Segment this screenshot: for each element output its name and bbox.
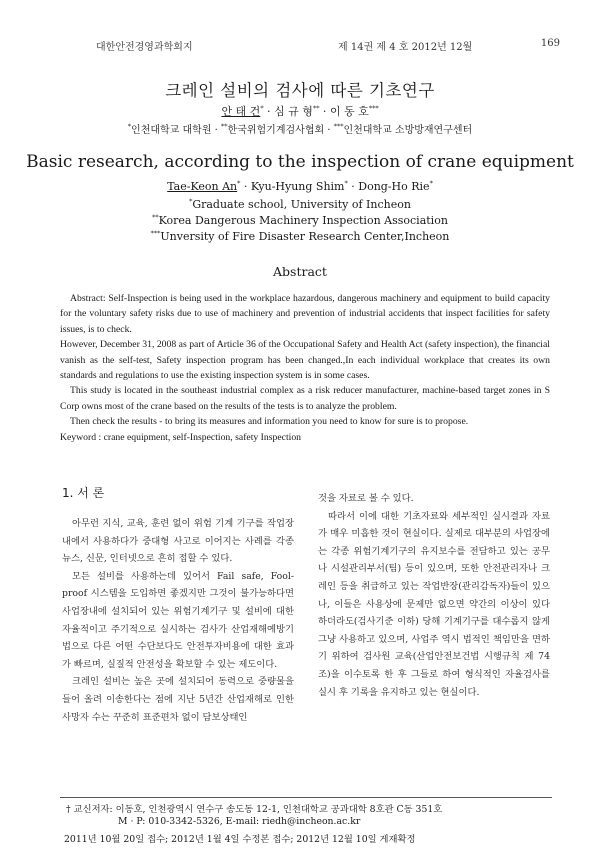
author-1-mark: * xyxy=(260,104,264,113)
body-paragraph-1: 아무런 지식, 교육, 훈련 없이 위험 기계 기구를 작업장 내에서 사용하다가 중대형 사고로 이어지는 사례를 각종 뉴스, 신문, 인터넷으로 흔히 접할 수 있다. xyxy=(62,518,294,565)
author-1-mark: * xyxy=(237,179,241,188)
abstract-heading: Abstract xyxy=(273,264,327,279)
author-2-mark: ** xyxy=(312,104,320,113)
journal-name: 대한안전경영과학회지 xyxy=(96,42,193,53)
body-paragraph-2: 모든 설비를 사용하는데 있어서 Fail safe, Fool-proof 시스템을 도입하면 좋겠지만 그것이 불가능하다면 사업장내에 설치되어 있는 위험기계기구 및 설비에 대한 자율적이고 주기적으로 실시하는 검사가 산업재해예방기법으로 다른 어떤 수단보다도 안전투자비용에 대한 효과가 빠르며, 실질적 안전성을 확보할 수 있는 제도이다. xyxy=(62,570,294,670)
abstract-body xyxy=(60,291,550,445)
abstract-paragraph-4: Then check the results - to bring its measures and information you need to know for sure is to propose. xyxy=(70,416,469,428)
english-author-3: Dong-Ho Rie xyxy=(358,180,430,193)
body-paragraph-4: 것을 자료로 볼 수 있다. xyxy=(318,493,414,504)
aff-3-mark: *** xyxy=(150,229,161,238)
author-3-mark: *** xyxy=(368,104,379,113)
footnote-corresponding-author xyxy=(66,801,442,815)
korean-author-3: 이 동 호 xyxy=(329,105,369,118)
aff-2-mark: ** xyxy=(221,122,228,131)
english-affiliation-2 xyxy=(0,214,600,227)
english-title: Basic research, according to the inspection of crane equipment xyxy=(26,152,574,172)
author-separator: · xyxy=(319,105,330,118)
english-authors xyxy=(0,180,600,193)
abstract-paragraph-2: However, December 31, 2008 as part of Article 36 of the Occupational Safety and Health Act (safety inspection), the financial vanish as the self-test, Safety inspection program has been changed.,In each individual workplace that creates its own standards and regulations to use the existing inspection system is in some cases. xyxy=(60,339,550,382)
aff-2-mark: ** xyxy=(152,213,159,222)
korean-authors xyxy=(0,103,600,119)
english-author-2: Kyu-Hyung Shim xyxy=(250,180,345,193)
abstract-paragraph-3: This study is located in the southeast industrial complex as a risk reducer manufacturer, machine-based target zones in S Corp owns most of the crane based on the results of the tests is to analyze the problem. xyxy=(60,385,550,412)
running-header xyxy=(96,38,560,54)
english-affiliation-1 xyxy=(0,198,600,211)
dagger-mark: † xyxy=(66,804,74,815)
author-separator: · xyxy=(347,180,359,193)
section-heading: 1. 서 론 xyxy=(62,486,105,500)
korean-affiliations xyxy=(0,121,600,136)
author-3-mark: * xyxy=(429,179,433,188)
korean-affiliation-1: 인천대학교 대학원 · xyxy=(131,125,222,136)
korean-author-1: 안 태 건 xyxy=(221,105,261,118)
affiliation-text: Graduate school, University of Incheon xyxy=(192,198,411,211)
footnote-divider xyxy=(60,797,552,798)
author-2-mark: * xyxy=(344,179,348,188)
aff-3-mark: *** xyxy=(333,122,344,131)
english-affiliation-3 xyxy=(0,230,600,243)
aff-1-mark: * xyxy=(127,122,132,131)
footnote-contact: M · P: 010-3342-5326, E-mail: riedh@incheon.ac.kr xyxy=(118,816,361,827)
body-paragraph-3: 크레인 설비는 높은 곳에 설치되어 동력으로 중량물을 들어 올려 이송한다는 점에 지난 5년간 산업재해로 인한 사망자 수는 꾸준히 표준편차 없이 담보상태인 xyxy=(62,676,294,723)
body-paragraph-5: 따라서 이에 대한 기초자료와 세부적인 실시결과 자료가 매우 미흡한 것이 현실이다. 실제로 대부분의 사업장에는 각종 위험기계기구의 유지보수를 전담하고 있는 공무나 시설관리부서(팀) 등이 있으며, 또한 안전관리자나 크레인 등을 취급하고 있는 작업반장(관리감독자)들이 있으나, 이들은 사용상에 문제만 없으면 약간의 이상이 있다 하더라도(검사기준 이하) 당해 기계기구를 대수롭지 않게 그냥 사용하고 있으며, 사업주 역시 법적인 책임만을 면하기 위하여 검사원 교육(산업안전보건법 시행규칙 제 74조)을 이수토록 한 후 그들로 하여 형식적인 자율검사를 실시 후 기록을 유지하고 있는 현실이다. xyxy=(318,510,550,698)
author-separator: · xyxy=(240,180,251,193)
volume-info: 제 14권 제 4 호 2012년 12월 xyxy=(338,42,473,53)
abstract-paragraph-1: Abstract: Self-Inspection is being used in the workplace hazardous, dangerous machinery and equipment to build capacity for the voluntary safety risks due to use of machinery and prevention of industrial accidents that inspect facilities for safety issues, is to check. xyxy=(60,293,550,335)
affiliation-text: Korea Dangerous Machinery Inspection Association xyxy=(158,214,448,227)
keywords: Keyword : crane equipment, self-Inspection, safety Inspection xyxy=(60,431,302,443)
page-number: 169 xyxy=(540,38,560,49)
affiliation-text: Unversity of Fire Disaster Research Center,Incheon xyxy=(160,230,450,243)
korean-affiliation-2: 한국위험기계검사협회 · xyxy=(227,125,334,136)
author-separator: · xyxy=(263,105,275,118)
footnote-dates: 2011년 10월 20일 접수; 2012년 1월 4일 수정본 접수; 2012년 12월 10일 게재확정 xyxy=(64,834,416,845)
right-column xyxy=(318,490,550,701)
korean-author-2: 심 규 형 xyxy=(274,105,313,118)
english-author-1: Tae-Keon An xyxy=(167,180,238,193)
aff-1-mark: * xyxy=(189,197,193,206)
left-column xyxy=(62,515,294,726)
korean-title: 크레인 설비의 검사에 따른 기초연구 xyxy=(165,81,435,100)
korean-affiliation-3: 인천대학교 소방방재연구센터 xyxy=(343,125,473,136)
footnote-address: 교신저자: 이동호, 인천광역시 연수구 송도동 12-1, 인천대학교 공과대학 8호관 C동 351호 xyxy=(73,804,443,815)
